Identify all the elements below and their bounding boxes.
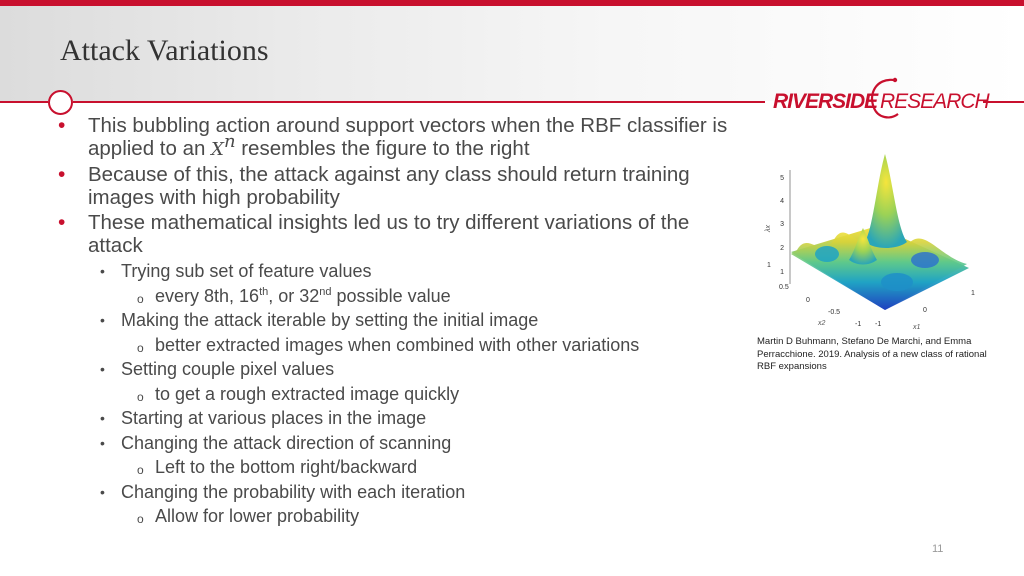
- sub-sub-bullet-text: , or 32: [268, 285, 320, 306]
- sub-bullet-item: [58, 480, 738, 505]
- bullet-item: [58, 211, 738, 257]
- sub-bullet-text: Starting at various places in the image: [121, 408, 427, 428]
- sub-bullet-item: [58, 259, 738, 284]
- sub-bullet-item: [58, 431, 738, 456]
- z-tick-label: 3: [780, 221, 784, 228]
- header-circle-marker: [48, 90, 73, 115]
- bullet-list: [58, 114, 738, 529]
- bullet-item: [58, 163, 738, 209]
- sub-sub-bullet-item: [58, 284, 738, 309]
- sub-bullet-item: [58, 357, 738, 382]
- sub-bullet-text: Changing the probability with each iteration: [121, 481, 466, 502]
- bullet-text: This bubbling action around support vectors when the RBF classifier is applied to an: [88, 114, 728, 160]
- bullet-item: [58, 114, 738, 161]
- sub-bullet-text: Changing the attack direction of scanning: [121, 432, 452, 453]
- sub-bullet-item: [58, 308, 738, 333]
- bullet-text: These mathematical insights led us to try different variations of the attack: [88, 211, 690, 257]
- z-tick-label: 5: [780, 175, 784, 182]
- header-rule-right: [983, 101, 1024, 103]
- surface-bump: [911, 252, 939, 268]
- z-axis-label: λx: [765, 225, 772, 232]
- y-tick-label: -1: [855, 321, 862, 328]
- rbf-surface-plot: [757, 142, 987, 334]
- header-rule: [73, 101, 765, 103]
- sub-sub-bullet-item: [58, 455, 738, 480]
- z-tick-label: 4: [780, 198, 784, 205]
- riverside-research-logo: [768, 72, 989, 128]
- y-tick-label: -0.5: [828, 309, 841, 316]
- sub-sub-bullet-text: possible value: [331, 285, 451, 306]
- sub-bullet-text: Making the attack iterable by setting the initial image: [121, 310, 539, 330]
- sub-sub-bullet-text: Allow for lower probability: [155, 506, 360, 526]
- math-superscript: n: [223, 131, 236, 153]
- bullet-text: resembles the figure to the right: [235, 137, 530, 160]
- surface-peak-large: [865, 154, 907, 248]
- z-tick-label: 2: [780, 245, 784, 252]
- header-rule-left: [0, 101, 48, 103]
- logo-text-left: RIVERSIDE: [773, 90, 878, 113]
- x-tick-label: 0: [923, 307, 927, 314]
- x-tick-label: 1: [971, 290, 975, 297]
- slide-title: Attack Variations: [60, 34, 269, 67]
- figure-caption: Martin D Buhmann, Stefano De Marchi, and Emma Perracchione. 2019. Analysis of a new class of rational RBF expansions: [757, 336, 987, 372]
- x-tick-label: -1: [875, 321, 882, 328]
- surface-bump: [881, 273, 913, 291]
- sub-bullet-text: Setting couple pixel values: [121, 359, 335, 379]
- y-axis-label: x2: [818, 320, 826, 327]
- math-x: X: [211, 139, 224, 160]
- bullet-text: Because of this, the attack against any class should return training images with high probability: [88, 163, 690, 209]
- y-tick-label: 0: [806, 297, 810, 304]
- superscript: th: [259, 285, 269, 298]
- sub-bullet-item: [58, 406, 738, 431]
- logo-text-right: RESEARCH: [880, 90, 989, 113]
- x-axis-label: x1: [913, 324, 921, 331]
- superscript: nd: [319, 285, 332, 298]
- sub-sub-bullet-text: better extracted images when combined with other variations: [155, 334, 640, 355]
- y-tick-label: 0.5: [779, 284, 789, 291]
- sub-sub-bullet-item: [58, 382, 738, 407]
- sub-bullet-text: Trying sub set of feature values: [121, 261, 372, 281]
- sub-sub-bullet-item: [58, 504, 738, 529]
- page-number: 11: [932, 543, 944, 555]
- surface-bump: [815, 246, 839, 262]
- sub-sub-bullet-text: to get a rough extracted image quickly: [155, 383, 460, 404]
- sub-sub-bullet-text: Left to the bottom right/backward: [155, 457, 418, 477]
- sub-sub-bullet-text: every 8th, 16: [155, 285, 260, 306]
- y-tick-label: 1: [767, 262, 771, 269]
- z-tick-label: 1: [780, 269, 784, 276]
- sub-sub-bullet-item: [58, 333, 738, 358]
